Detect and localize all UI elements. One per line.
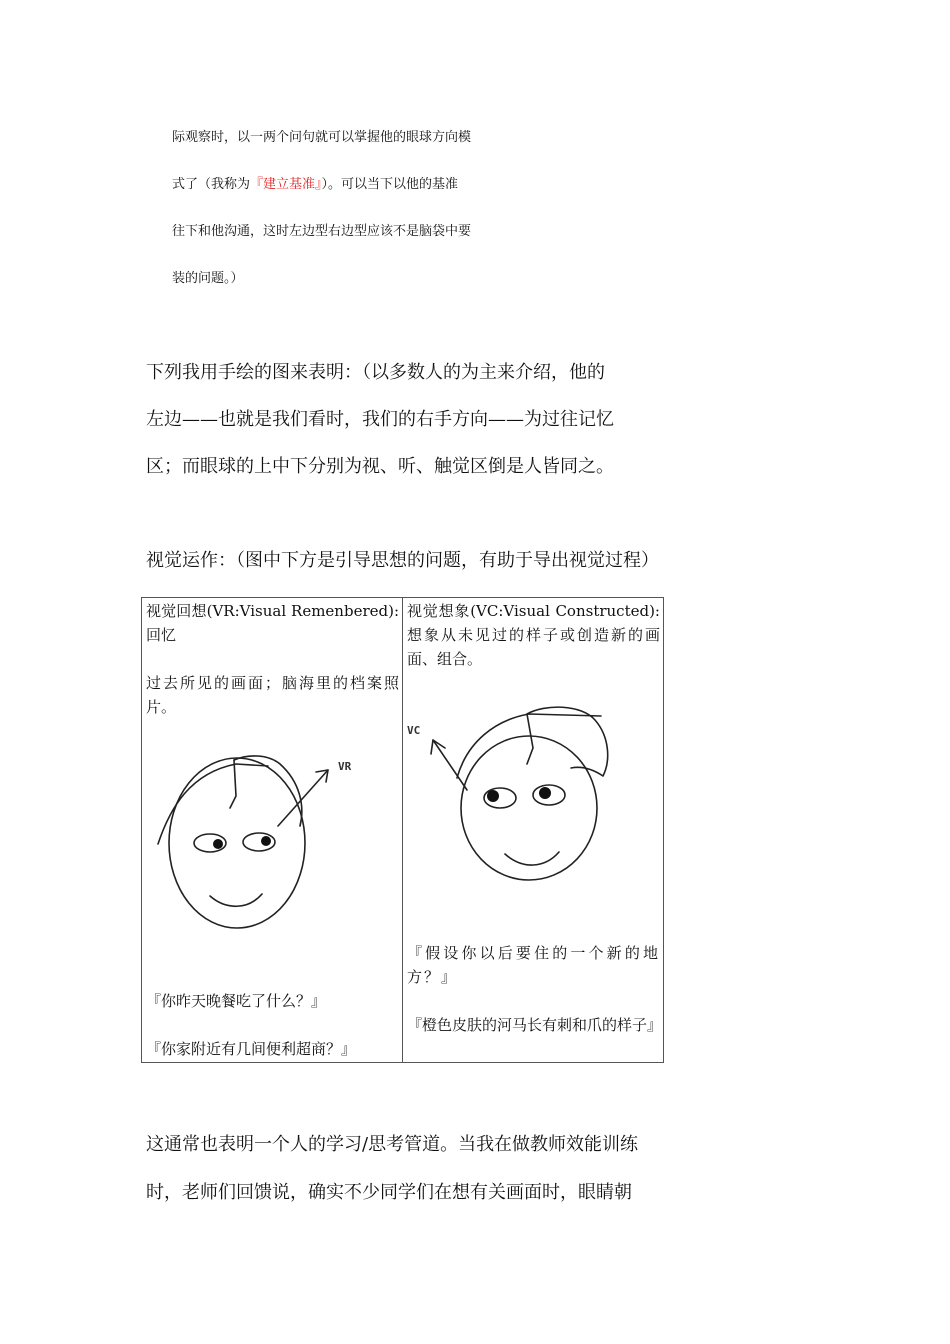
intro-line-1: 际观察时，以一两个问句就可以掌握他的眼球方向模	[172, 130, 472, 145]
vc-left-pupil	[487, 790, 499, 802]
section-heading: 视觉运作：（图中下方是引导思想的问题，有助于导出视觉过程）	[146, 550, 659, 571]
vc-right-pupil	[539, 787, 551, 799]
paragraph1-line-3: 区；而眼球的上中下分别为视、听、触觉区倒是人皆同之。	[146, 456, 614, 477]
vr-arrow-label: VR	[338, 760, 352, 773]
vr-right-pupil	[261, 836, 271, 846]
intro-highlight: 『建立基准』	[250, 177, 322, 192]
vr-title: 视觉回想(VR:Visual Remenbered):回忆	[146, 602, 399, 644]
vr-face-outline	[169, 758, 305, 928]
intro-line-3: 往下和他沟通，这时左边型右边型应该不是脑袋中要	[172, 224, 472, 239]
intro-line-2	[172, 177, 458, 193]
vc-question-2: 『橙色皮肤的河马长有刺和爪的样子』	[407, 1016, 663, 1034]
vr-left-pupil	[213, 839, 223, 849]
vc-face-drawing	[405, 706, 645, 886]
intro-line-4: 装的问题。）	[172, 271, 244, 286]
vr-question-2: 『你家附近有几间便利超商？』	[146, 1040, 357, 1058]
paragraph2-line-2: 时，老师们回馈说，确实不少同学们在想有关画面时，眼睛朝	[146, 1182, 632, 1203]
vr-question-1: 『你昨天晚餐吃了什么？』	[146, 992, 327, 1010]
vc-arrow-label: VC	[407, 724, 421, 737]
vc-hair-part	[527, 714, 533, 764]
paragraph1-line-1: 下列我用手绘的图来表明：（以多数人的为主来介绍，他的	[146, 362, 605, 383]
vc-hair-right	[527, 707, 608, 776]
vr-arrow-shaft	[278, 770, 328, 826]
vc-cell	[403, 598, 664, 1063]
vc-title: 视觉想象(VC:Visual Constructed):想象从未见过的样子或创造新的画面、组合。	[407, 602, 660, 668]
vr-hair-part	[230, 760, 236, 808]
vr-desc: 过去所见的画面；脑海里的档案照片。	[146, 674, 399, 716]
vc-smile	[505, 852, 559, 865]
intro-line-2-post: ）。可以当下以他的基准	[321, 177, 459, 192]
vr-hair-left	[158, 764, 268, 844]
paragraph2-line-1: 这通常也表明一个人的学习/思考管道。当我在做教师效能训练	[146, 1134, 639, 1155]
vr-smile	[210, 894, 262, 906]
intro-line-2-pre: 式了（我称为	[172, 177, 251, 192]
vc-question-1: 『假设你以后要住的一个新的地方？』	[407, 944, 660, 986]
vr-face-drawing	[150, 748, 380, 953]
paragraph1-line-2: 左边——也就是我们看时，我们的右手方向——为过往记忆	[146, 409, 614, 430]
visual-table	[141, 597, 664, 1063]
vr-cell	[142, 598, 403, 1063]
